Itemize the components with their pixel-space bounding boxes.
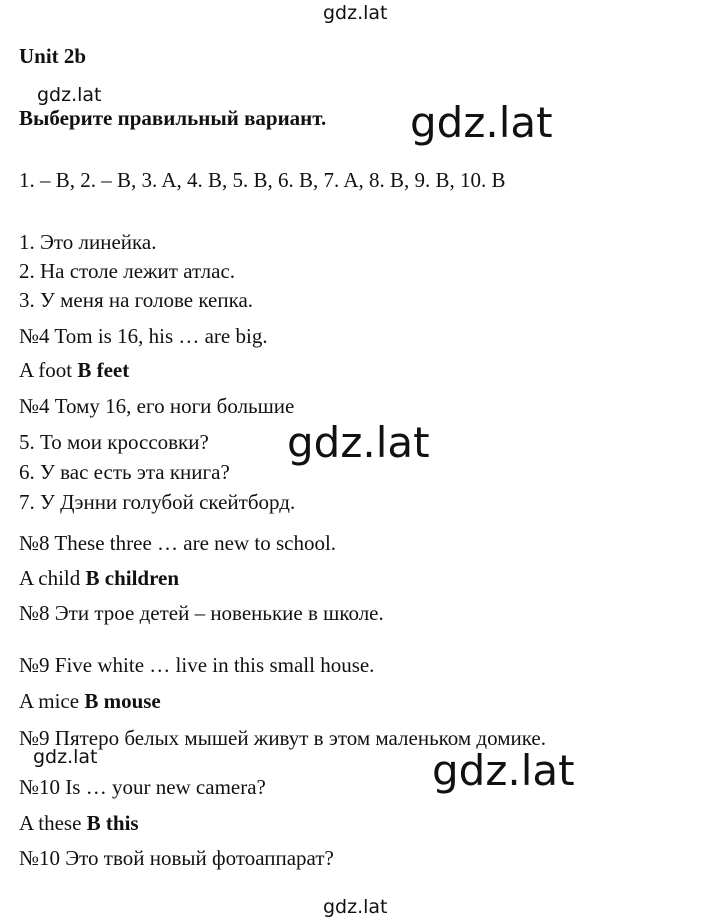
unit-title: Unit 2b	[19, 44, 87, 68]
watermark-bottom: gdz.lat	[323, 896, 388, 918]
watermark-top: gdz.lat	[323, 2, 388, 24]
watermark-under-unit: gdz.lat	[37, 84, 102, 106]
q8-option-a: A child	[19, 566, 86, 590]
q4-option-a: A foot	[19, 358, 78, 382]
sentence-3: 3. У меня на голове кепка.	[19, 288, 254, 312]
q8-options	[19, 566, 179, 590]
q9-option-b: B mouse	[84, 689, 161, 713]
q9-translation: №9 Пятеро белых мышей живут в этом маленьком домике.	[19, 726, 546, 750]
sentence-1: 1. Это линейка.	[19, 230, 157, 254]
q10-translation: №10 Это твой новый фотоаппарат?	[19, 846, 334, 870]
q8-question: №8 These three … are new to school.	[19, 531, 337, 555]
q10-option-b: B this	[86, 811, 139, 835]
q9-question: №9 Five white … live in this small house.	[19, 653, 375, 677]
q4-question: №4 Tom is 16, his … are big.	[19, 324, 268, 348]
q8-option-b: B children	[85, 566, 180, 590]
watermark-middle: gdz.lat	[287, 418, 430, 467]
q4-option-b: B feet	[77, 358, 130, 382]
sentence-6: 6. У вас есть эта книга?	[19, 460, 230, 484]
q10-option-a: A these	[19, 811, 87, 835]
sentence-2: 2. На столе лежит атлас.	[19, 259, 236, 283]
sentence-7: 7. У Дэнни голубой скейтборд.	[19, 490, 296, 514]
answers-line: 1. – B, 2. – B, 3. A, 4. B, 5. B, 6. B, 7. A, 8. B, 9. B, 10. B	[19, 168, 506, 192]
watermark-beside-instruction: gdz.lat	[410, 98, 553, 147]
q10-options	[19, 811, 139, 835]
q4-translation: №4 Тому 16, его ноги большие	[19, 394, 295, 418]
sentence-5: 5. То мои кроссовки?	[19, 430, 209, 454]
watermark-right-lower: gdz.lat	[432, 746, 575, 795]
q9-option-a: A mice	[19, 689, 85, 713]
q10-question: №10 Is … your new camera?	[19, 775, 266, 799]
q8-translation: №8 Эти трое детей – новенькие в школе.	[19, 601, 384, 625]
q9-options	[19, 689, 161, 713]
instruction-heading: Выберите правильный вариант.	[19, 106, 327, 130]
q4-options	[19, 358, 129, 382]
watermark-left-lower: gdz.lat	[33, 746, 98, 768]
